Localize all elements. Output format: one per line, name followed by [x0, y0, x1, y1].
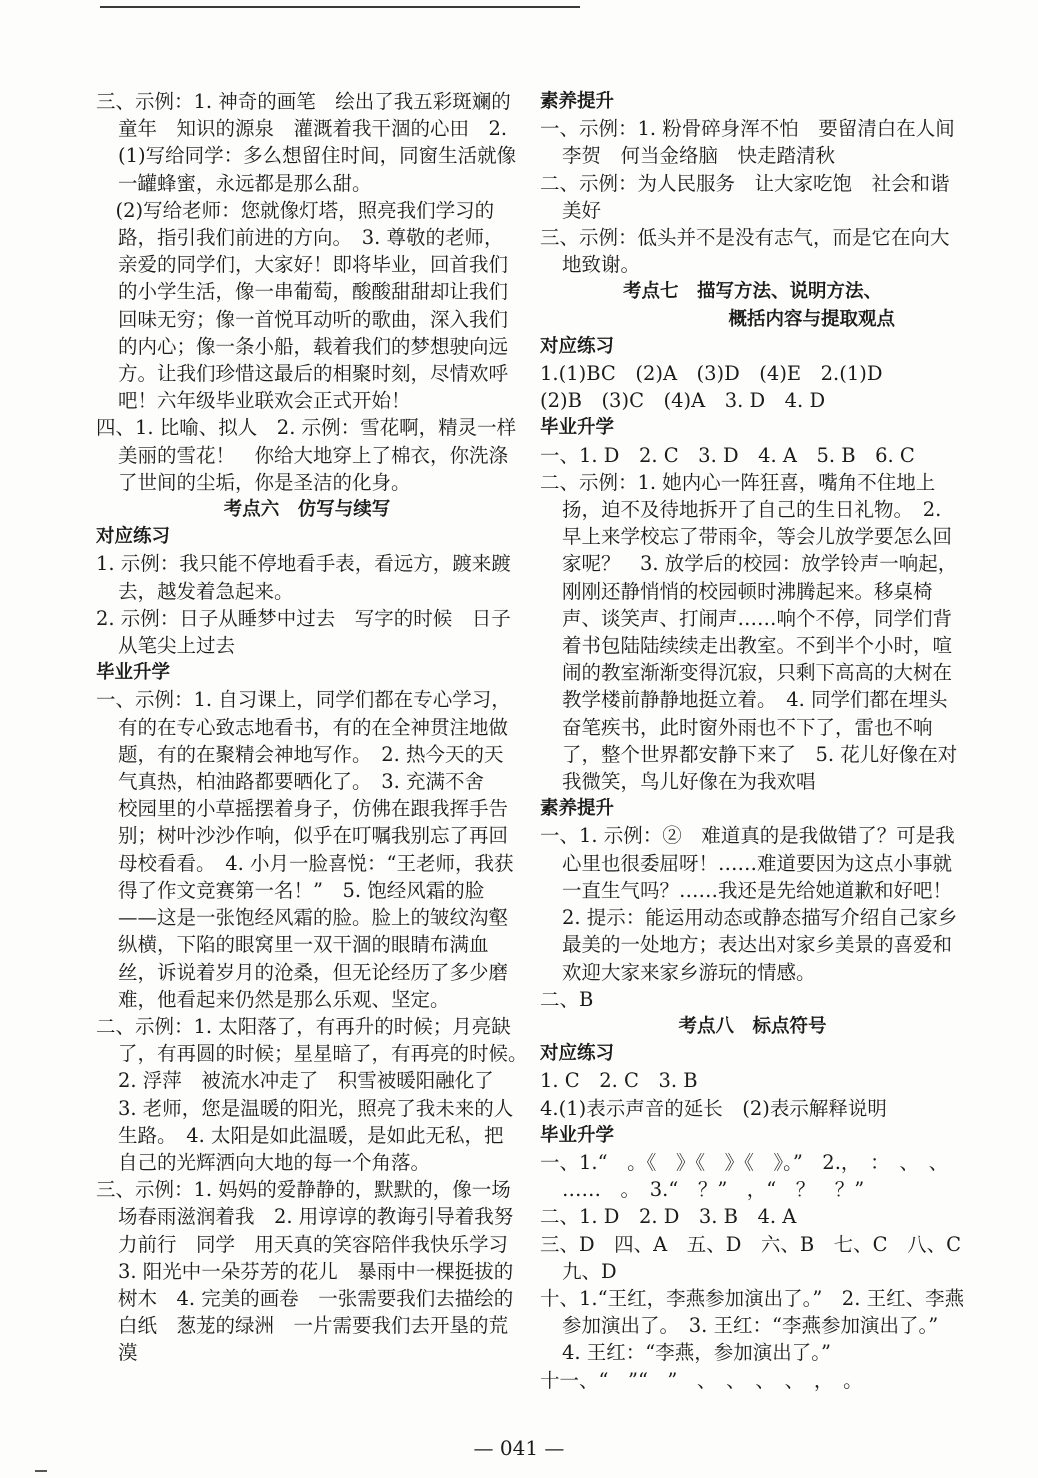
- answer-paragraph: 十、1.“王红，李燕参加演出了。” 2. 王红、李燕参加演出了。 3. 王红：“李燕参加演出了。” 4. 王红：“李燕，参加演出了。”: [540, 1286, 965, 1365]
- page-number: — 041 —: [473, 1436, 565, 1460]
- answer-paragraph: 一、1.“ 。《 》《 》《 》。” 2.， ： 、 、 …… 。 3.“ ？” ，“ ？ ？”: [540, 1150, 958, 1202]
- subsection-heading: 对应练习: [96, 526, 171, 548]
- top-rule: [100, 6, 580, 8]
- subsection-heading: 对应练习: [540, 335, 615, 357]
- section-heading: 考点七 描写方法、说明方法、: [622, 281, 882, 303]
- subsection-heading: 毕业升学: [96, 662, 171, 684]
- answer-paragraph: 二、示例：1. 她内心一阵狂喜，嘴角不住地上扬，迫不及待地拆开了自己的生日礼物。 2. 早上来学校忘了带雨伞，等会儿放学要怎么回家呢？ 3. 放学后的校园：放学铃声一响起，刚刚还静悄悄的校园顿时沸腾起来。移桌椅声、谈笑声、打闹声……响个不停，同学们背着书包陆陆续续走出教室。不到半个小时，喧闹的教室渐渐变得沉寂，只剩下高高的大树在教学楼前静静地挺立着。 4. 同学们都在埋头奋笔疾书，此时窗外雨也不下了，雷也不响了，整个世界都安静下来了 5. 花儿好像在对我微笑，鸟儿好像在为我欢唱: [540, 470, 958, 794]
- section-heading: 考点六 仿写与续写: [223, 499, 391, 521]
- subsection-heading: 素养提升: [540, 91, 615, 112]
- answer-paragraph: 二、示例：为人民服务 让大家吃饱 社会和谐美好: [540, 171, 950, 222]
- answer-paragraph: 二、示例：1. 太阳落了，有再升的时候；月亮缺了，有再圆的时候；星星暗了，有再亮的时候。 2. 浮萍 被流水冲走了 积雪被暖阳融化了 3. 老师，您是温暖的阳光，照亮了我未来的人生路。 4. 太阳是如此温暖，是如此无私，把自己的光辉洒向大地的每一个角落。: [96, 1014, 538, 1174]
- answer-paragraph: 二、1. D 2. D 3. B 4. A: [540, 1205, 797, 1229]
- answer-paragraph: 4.(1)表示声音的延长 (2)表示解释说明: [540, 1096, 887, 1120]
- subsection-heading: 毕业升学: [540, 417, 615, 439]
- answer-paragraph: 1.(1)BC (2)A (3)D (4)E 2.(1)D: [540, 362, 883, 386]
- answer-paragraph: 三、示例：1. 神奇的画笔 绘出了我五彩斑斓的童年 知识的源泉 灌溉着我干涸的心田 2.(1)写给同学：多么想留住时间，同窗生活就像一罐蜂蜜，永远都是那么甜。: [96, 90, 517, 195]
- section-heading: 概括内容与提取观点: [728, 308, 895, 330]
- subsection-heading: 素养提升: [540, 798, 615, 820]
- answer-paragraph: 二、B: [540, 987, 594, 1011]
- answer-paragraph: (2)B (3)C (4)A 3. D 4. D: [540, 389, 826, 413]
- answer-paragraph: 一、1. D 2. C 3. D 4. A 5. B 6. C: [540, 443, 915, 467]
- left-column: [96, 88, 538, 1367]
- section-heading: 考点八 标点符号: [678, 1015, 827, 1037]
- answer-paragraph: 1. 示例：我只能不停地看手表，看远方，踱来踱去，越发着急起来。: [96, 552, 511, 603]
- answer-paragraph: 一、示例：1. 粉骨碎身浑不怕 要留清白在人间 李贺 何当金络脑 快走踏清秋: [540, 117, 975, 168]
- answer-paragraph: 一、1. 示例：② 难道真的是我做错了？可是我心里也很委屈呀！……难道要因为这点小事就一直生气吗？……我还是先给她道歉和好吧！ 2. 提示：能运用动态或静态描写介绍自己家乡最美的一处地方；表达出对家乡美景的喜爱和欢迎大家来家乡游玩的情感。: [540, 824, 972, 984]
- answer-paragraph: 四、1. 比喻、拟人 2. 示例：雪花啊，精灵一样美丽的雪花！ 你给大地穿上了棉衣，你洗涤了世间的尘垢，你是圣洁的化身。: [96, 416, 517, 494]
- answer-paragraph: 一、示例：1. 自习课上，同学们都在专心学习，有的在专心致志地看书，有的在全神贯注地做题，有的在聚精会神地写作。 2. 热今天的天气真热，柏油路都要晒化了。 3. 充满不舍 校园里的小草摇摆着身子，仿佛在跟我挥手告别；树叶沙沙作响，似乎在叮嘱我别忘了再回母校看看。 4. 小月一脸喜悦：“王老师，我获得了作文竞赛第一名！” 5. 饱经风霜的脸——这是一张饱经风霜的脸。脸上的皱纹沟壑纵横，下陷的眼窝里一双干涸的眼睛布满血丝，诉说着岁月的沧桑，但无论经历了多少磨难，他看起来仍然是那么乐观、坚定。: [96, 688, 514, 1011]
- answer-paragraph: 三、示例：1. 妈妈的爱静静的，默默的，像一场场春雨滋润着我 2. 用谆谆的教诲引导着我努力前行 同学 用天真的笑容陪伴我快乐学习 3. 阳光中一朵芬芳的花儿 暴雨中一棵挺拔的树木 4. 完美的画卷 一张需要我们去描绘的白纸 葱茏的绿洲 一片需要我们去开垦的荒漠: [96, 1178, 528, 1365]
- subsection-heading: 毕业升学: [540, 1124, 615, 1146]
- right-column: [540, 88, 981, 1394]
- answer-paragraph: (2)写给老师：您就像灯塔，照亮我们学习的路，指引我们前进的方向。 3. 尊敬的老师，亲爱的同学们，大家好！即将毕业，回首我们的小学生活，像一串葡萄，酸酸甜甜却让我们回味无穷；像一首悦耳动听的歌曲，深入我们的内心；像一条小船，载着我们的梦想驶向远方。让我们珍惜这最后的相聚时刻，尽情欢呼吧！六年级毕业联欢会正式开始！: [96, 198, 509, 413]
- answer-paragraph: 1. C 2. C 3. B: [540, 1069, 698, 1093]
- answer-paragraph: 三、D 四、A 五、D 六、B 七、C 八、C 九、D: [540, 1232, 981, 1283]
- corner-mark: [35, 1470, 47, 1472]
- answer-paragraph: 十一、“ ”“ ” 、 、 、 、 ， 。: [540, 1368, 863, 1392]
- subsection-heading: 对应练习: [540, 1043, 615, 1065]
- answer-paragraph: 2. 示例：日子从睡梦中过去 写字的时候 日子从笔尖上过去: [96, 606, 511, 658]
- answer-paragraph: 三、示例：低头并不是没有志气，而是它在向大地致谢。: [540, 226, 950, 277]
